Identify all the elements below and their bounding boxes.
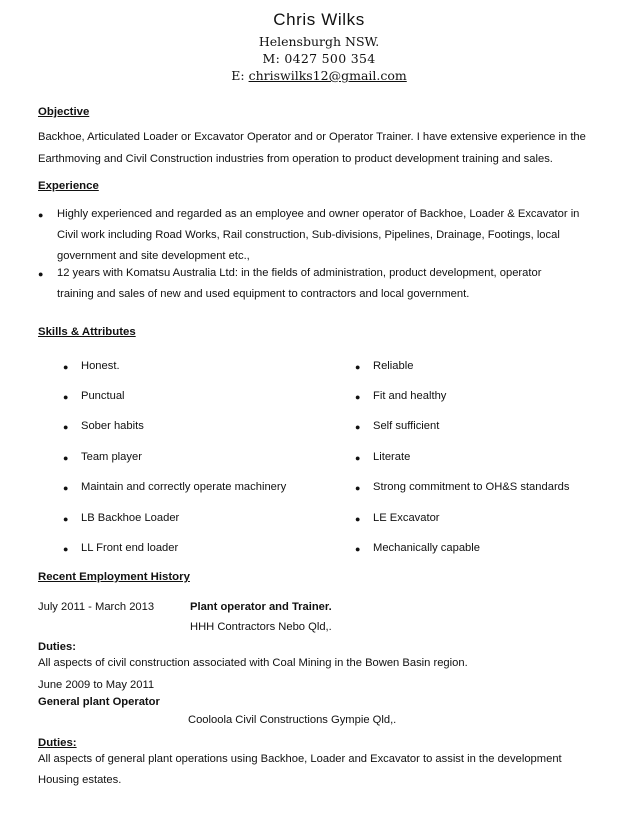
job2-dates: June 2009 to May 2011 <box>38 679 155 691</box>
bullet-icon: ● <box>355 514 361 524</box>
skill-left-1: Honest. <box>81 360 120 372</box>
skill-right-3: Self sufficient <box>373 420 440 432</box>
bullet-icon: ● <box>38 210 44 220</box>
skill-right-2: Fit and healthy <box>373 390 447 402</box>
bullet-icon: ● <box>38 269 44 279</box>
skill-left-5: Maintain and correctly operate machinery <box>81 481 287 493</box>
skills-heading: Skills & Attributes <box>38 326 136 338</box>
address: Helensburgh NSW. <box>258 34 380 49</box>
bullet-icon: ● <box>355 453 361 463</box>
bullet-icon: ● <box>63 362 69 372</box>
email-line <box>0 68 638 83</box>
skill-left-3: Sober habits <box>81 420 144 432</box>
objective-line-2: Earthmoving and Civil Construction industries from operation to product development training and sales. <box>38 153 553 165</box>
bullet-icon: ● <box>63 392 69 402</box>
skill-right-5: Strong commitment to OH&S standards <box>373 481 570 493</box>
bullet-icon: ● <box>355 483 361 493</box>
job2-company: Cooloola Civil Constructions Gympie Qld,. <box>188 714 397 726</box>
job1-duties-label: Duties: <box>38 641 76 653</box>
experience-2-line-1: 12 years with Komatsu Australia Ltd: in the fields of administration, product development, operator <box>57 267 542 279</box>
experience-2-line-2: training and sales of new and used equipment to contractors and local government. <box>57 288 470 300</box>
job1-company: HHH Contractors Nebo Qld,. <box>190 621 332 633</box>
job1-title: Plant operator and Trainer. <box>190 601 332 613</box>
email-prefix: E: <box>231 68 249 83</box>
job1-duties: All aspects of civil construction associated with Coal Mining in the Bowen Basin region. <box>38 657 468 669</box>
candidate-name: Chris Wilks <box>273 10 365 29</box>
bullet-icon: ● <box>63 422 69 432</box>
skill-left-6: LB Backhoe Loader <box>81 512 180 524</box>
experience-1-line-2: Civil work including Road Works, Rail construction, Sub-divisions, Pipelines, Drainage, Footings, local <box>57 229 560 241</box>
bullet-icon: ● <box>355 544 361 554</box>
bullet-icon: ● <box>355 422 361 432</box>
phone-number: M: 0427 500 354 <box>262 51 376 66</box>
job1-dates: July 2011 - March 2013 <box>38 601 155 613</box>
job2-duties-line-2: Housing estates. <box>38 774 122 786</box>
bullet-icon: ● <box>355 362 361 372</box>
objective-line-1: Backhoe, Articulated Loader or Excavator Operator and or Operator Trainer. I have extensive experience in the <box>38 131 586 143</box>
bullet-icon: ● <box>355 392 361 402</box>
objective-heading: Objective <box>38 106 90 118</box>
bullet-icon: ● <box>63 514 69 524</box>
job2-duties-line-1: All aspects of general plant operations using Backhoe, Loader and Excavator to assist in the development <box>38 753 562 765</box>
experience-1-line-1: Highly experienced and regarded as an employee and owner operator of Backhoe, Loader & Excavator in <box>57 208 580 220</box>
skill-right-6: LE Excavator <box>373 512 440 524</box>
job2-duties-label: Duties: <box>38 737 77 749</box>
skill-right-1: Reliable <box>373 360 414 372</box>
bullet-icon: ● <box>63 544 69 554</box>
job2-title: General plant Operator <box>38 696 160 708</box>
skill-left-7: LL Front end loader <box>81 542 179 554</box>
skill-right-7: Mechanically capable <box>373 542 480 554</box>
experience-1-line-3: government and site development etc., <box>57 250 250 262</box>
bullet-icon: ● <box>63 453 69 463</box>
skill-right-4: Literate <box>373 451 411 463</box>
skill-left-2: Punctual <box>81 390 125 402</box>
email-link[interactable]: chriswilks12@gmail.com <box>248 68 407 83</box>
experience-heading: Experience <box>38 180 99 192</box>
bullet-icon: ● <box>63 483 69 493</box>
employment-heading: Recent Employment History <box>38 571 190 583</box>
skill-left-4: Team player <box>81 451 142 463</box>
